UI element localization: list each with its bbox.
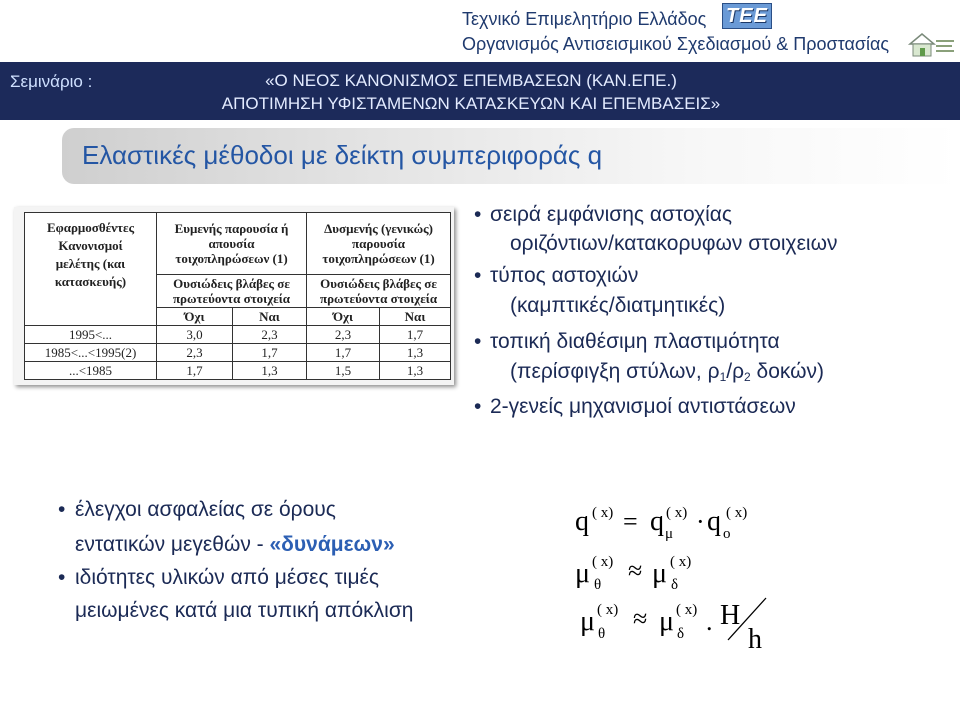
eq1-equals: =	[623, 507, 638, 536]
eq2-mu-delta: μ	[652, 558, 668, 589]
eq3-subscript-theta: θ	[598, 626, 606, 642]
eq1-superscript: ( x)	[592, 505, 614, 521]
eq3-superscript: ( x)	[597, 602, 619, 618]
eq2-subscript-theta: θ	[594, 577, 602, 593]
factor-failure-order-detail: οριζόντιων/κατακορυφων στοιχειων	[510, 232, 838, 255]
eq3-superscript: ( x)	[676, 602, 698, 618]
tee-logo: ΤΕΕ	[722, 3, 772, 29]
eq3-height-h: h	[748, 624, 762, 655]
eq3-dot: .	[706, 607, 713, 636]
bullet-icon: •	[58, 566, 66, 589]
eq3-approx: ≈	[633, 604, 648, 633]
eq2-mu-theta: μ	[575, 558, 591, 589]
table-cell: 3,0	[157, 326, 233, 344]
table-cell: 1,7	[233, 344, 307, 362]
eq1-q-mu: q	[650, 506, 664, 537]
eq3-mu-theta: μ	[580, 606, 596, 637]
org-name-tee: Τεχνικό Επιμελητήριο Ελλάδος	[462, 9, 707, 29]
check-material-properties: ιδιότητες υλικών από μέσες τιμές	[75, 566, 380, 589]
check-detail-text: εντατικών μεγεθών -	[75, 533, 270, 556]
factor-local-ductility: τοπική διαθέσιμη πλαστιμότητα	[490, 330, 780, 353]
table-cell: 1,3	[380, 344, 451, 362]
table-cell: 1,7	[157, 362, 233, 380]
factor-failure-type-detail: (καμπτικές/διατμητικές)	[510, 294, 726, 317]
eq1-subscript-mu: μ	[665, 526, 674, 542]
rho-subscript: 1	[719, 370, 727, 384]
check-safety-terms: έλεγχοι ασφαλείας σε όρους	[75, 498, 336, 521]
table-row	[25, 326, 451, 344]
factor-failure-order: σειρά εμφάνισης αστοχίας	[490, 203, 733, 226]
eq1-q: q	[575, 506, 589, 537]
oasp-logo	[906, 30, 956, 60]
eq2-approx: ≈	[628, 556, 643, 585]
bullet-icon: •	[474, 203, 482, 226]
bullet-icon: •	[474, 395, 482, 418]
table-cell: 2,3	[307, 326, 380, 344]
q-factor-table	[24, 212, 451, 380]
bullet-icon: •	[58, 498, 66, 521]
header-favorable-infills: Ευμενής παρουσία ή απουσία τοιχοπληρώσεων (1)	[157, 213, 307, 275]
rho-subscript: 2	[744, 370, 751, 384]
eq1-subscript-o: o	[723, 526, 731, 542]
row-code: 1985<...<1995(2)	[25, 344, 157, 362]
table-header-row	[25, 213, 451, 275]
header-unfavorable-infills: Δυσμενής (γενικώς) παρουσία τοιχοπληρώσεων (1)	[307, 213, 451, 275]
table-cell: 1,3	[380, 362, 451, 380]
equations	[560, 490, 780, 660]
org-name-oasp: Οργανισμός Αντισεισμικού Σχεδιασμού & Προστασίας	[462, 34, 890, 54]
seminar-title-line1: «Ο ΝΕΟΣ ΚΑΝΟΝΙΣΜΟΣ ΕΠΕΜΒΑΣΕΩΝ (ΚΑΝ.ΕΠΕ.)	[265, 71, 677, 90]
factor-local-ductility-detail	[510, 360, 824, 389]
factor-failure-type: τύπος αστοχιών	[490, 264, 639, 287]
header-answer-yes: Ναι	[233, 308, 307, 326]
row-code: ...<1985	[25, 362, 157, 380]
slide-title: Ελαστικές μέθοδοι με δείκτη συμπεριφοράς q	[82, 140, 603, 170]
table-cell: 1,7	[380, 326, 451, 344]
header-answer-no: Όχι	[307, 308, 380, 326]
table-cell: 1,5	[307, 362, 380, 380]
ductility-detail-text: (περίσφιγξη στύλων, ρ	[510, 360, 720, 383]
table-row	[25, 344, 451, 362]
seminar-label: Σεμινάριο :	[10, 72, 93, 91]
eq3-mu-delta: μ	[659, 606, 675, 637]
bullet-icon: •	[474, 264, 482, 287]
header-primary-damage: Ουσιώδεις βλάβες σε πρωτεύοντα στοιχεία	[307, 275, 451, 308]
eq2-superscript: ( x)	[670, 554, 692, 570]
seminar-title-line2: ΑΠΟΤΙΜΗΣΗ ΥΦΙΣΤΑΜΕΝΩΝ ΚΑΤΑΣΚΕΥΩΝ ΚΑΙ ΕΠΕΜΒΑΣΕΙΣ»	[221, 94, 721, 113]
eq3-subscript-delta: δ	[677, 626, 685, 642]
eq2-superscript: ( x)	[592, 554, 614, 570]
table-cell: 2,3	[157, 344, 233, 362]
header-answer-yes: Ναι	[380, 308, 451, 326]
check-material-properties-detail: μειωμένες κατά μια τυπική απόκλιση	[75, 599, 414, 622]
ductility-detail-text: /ρ	[726, 360, 745, 383]
ductility-detail-text: δοκών)	[750, 360, 825, 383]
eq1-q-o: q	[707, 506, 721, 537]
header-design-codes: Εφαρμοσθέντες Κανονισμοί μελέτης (και κατασκευής)	[25, 213, 157, 326]
table-row	[25, 362, 451, 380]
eq3-height-H: H	[720, 600, 741, 631]
eq1-superscript: ( x)	[726, 505, 748, 521]
table-cell: 1,3	[233, 362, 307, 380]
check-safety-terms-detail	[75, 533, 395, 557]
bullet-icon: •	[474, 330, 482, 353]
factor-mechanisms: 2-γενείς μηχανισμοί αντιστάσεων	[490, 395, 796, 418]
row-code: 1995<...	[25, 326, 157, 344]
eq2-subscript-delta: δ	[671, 577, 679, 593]
eq1-superscript: ( x)	[666, 505, 688, 521]
table-cell: 2,3	[233, 326, 307, 344]
eq1-dot: ·	[696, 507, 705, 536]
header-primary-damage: Ουσιώδεις βλάβες σε πρωτεύοντα στοιχεία	[157, 275, 307, 308]
check-emphasis: «δυνάμεων»	[269, 533, 395, 556]
header-answer-no: Όχι	[157, 308, 233, 326]
table-cell: 1,7	[307, 344, 380, 362]
